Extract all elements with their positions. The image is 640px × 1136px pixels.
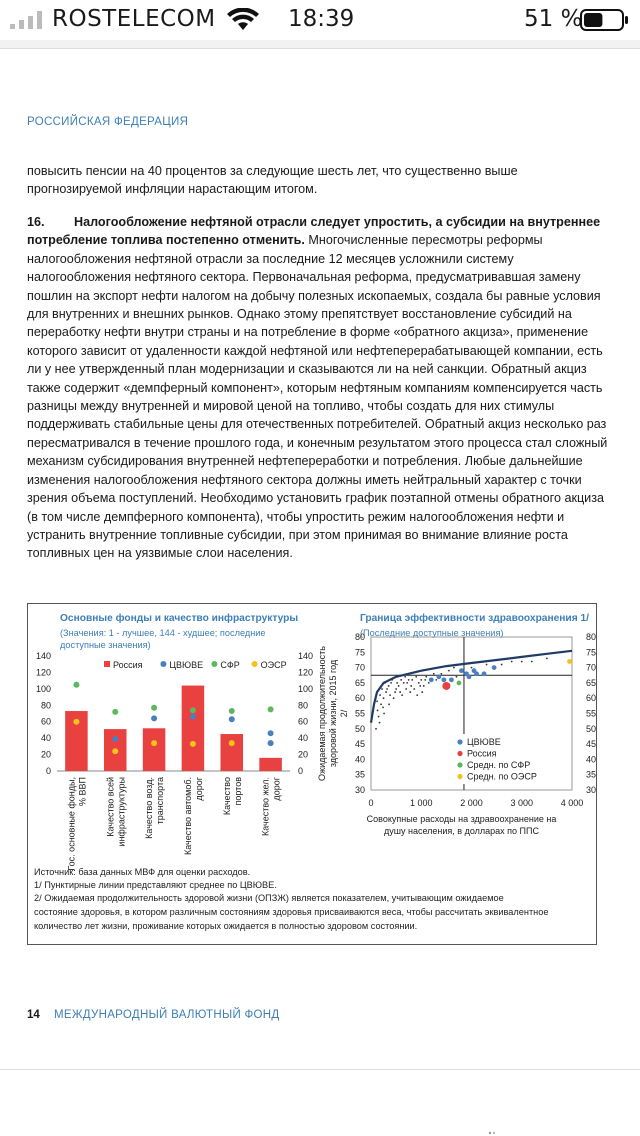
scatter-point (413, 688, 415, 690)
scatter-point (567, 659, 572, 664)
scatter-ytick-right: 65 (586, 677, 597, 688)
scatter-point (399, 691, 401, 693)
bar-legend-swatch (252, 661, 258, 667)
scatter-point (386, 688, 388, 690)
bar-chart-dot (151, 740, 157, 746)
bar-chart-ytick-left: 20 (40, 749, 51, 760)
scatter-point (377, 710, 379, 712)
scatter-ytick-right: 60 (586, 693, 597, 704)
scatter-ytick-right: 75 (586, 647, 597, 658)
bar-chart-category-label: Качество всейинфраструктуры (105, 777, 127, 847)
bar-chart-dot (268, 706, 274, 712)
bar-chart-dot (151, 705, 157, 711)
bar-legend-swatch (211, 661, 217, 667)
scatter-ytick-right: 80 (586, 632, 597, 642)
scatter-ytick-left: 65 (354, 677, 365, 688)
scatter-ytick-right: 70 (586, 662, 597, 673)
bar-legend-swatch (160, 661, 166, 667)
bar-chart-dot (190, 714, 196, 720)
scatter-legend-label: ЦВЮВЕ (467, 737, 501, 747)
scatter-point (405, 688, 407, 690)
scatter-point (429, 677, 434, 682)
bar-chart-ytick-right: 20 (298, 749, 309, 760)
scatter-point (395, 688, 397, 690)
scatter-ytick-right: 30 (586, 785, 597, 795)
bar-chart-bar (220, 734, 243, 771)
scatter-ytick-left: 40 (354, 754, 365, 765)
scatter-point (388, 685, 390, 687)
scatter-point (375, 728, 377, 730)
scatter-point (433, 673, 435, 675)
scatter-point (418, 682, 420, 684)
scatter-point (382, 706, 384, 708)
scatter-point (441, 677, 446, 682)
scatter-point (383, 697, 385, 699)
scatter-ytick-left: 35 (354, 769, 365, 780)
bar-chart-ytick-left: 60 (40, 716, 51, 727)
scatter-point (400, 679, 402, 681)
scatter-chart-title: Граница эффективности здравоохранения 1/ (360, 613, 589, 624)
bar-chart-ytick-right: 140 (298, 651, 314, 661)
bar-chart-dot (112, 748, 118, 754)
bar-legend-swatch (104, 661, 110, 667)
bar-legend-label: ЦВЮВЕ (169, 660, 204, 670)
bar-chart-dot (190, 707, 196, 713)
scatter-point (401, 694, 403, 696)
bar-chart-ytick-right: 60 (298, 716, 309, 727)
scatter-ytick-left: 80 (354, 632, 365, 642)
scatter-ytick-right: 35 (586, 769, 597, 780)
scatter-legend-swatch (457, 739, 462, 744)
scatter-xtick: 1 000 (409, 798, 433, 808)
scatter-point (379, 694, 381, 696)
scatter-point (393, 697, 395, 699)
scatter-point (482, 671, 487, 676)
scatter-point (394, 691, 396, 693)
bar-chart-dot (112, 736, 118, 742)
scatter-point (474, 671, 479, 676)
scatter-point (424, 679, 426, 681)
bar-chart-ytick-left: 40 (40, 733, 51, 744)
scatter-ytick-left: 30 (354, 785, 365, 795)
scatter-ytick-left: 45 (354, 739, 365, 750)
scatter-point (380, 703, 382, 705)
scatter-legend-label: Россия (467, 748, 497, 759)
scatter-point (378, 716, 380, 718)
bar-chart-category-label: Гос. основные фонды,% ВВП (66, 777, 88, 871)
bar-chart-ytick-left: 120 (35, 667, 51, 678)
bar-legend-label: ОЭСР (260, 660, 287, 670)
bar-chart-category-label: Качество автомоб.дорог (182, 777, 204, 856)
paragraph-body: Многочисленные пересмотры реформы налогообложения нефтяной отрасли за последние 12 месяцев усложнили систему налогообложения нефтяного сектора. Первоначальная реформа, предусматривавшая замену пошлин на экспорт нефти налогом на добычу полезных ископаемых, создала бы равные условия для внутренних и внешних рынков. Однако этому препятствует восстановление субсидий на переработку нефти внутри страны и на потребление в форме «обратного акциза», применение которого зависит от удаленности каждой нефтяной или нефтеперерабатывающей компании, есть ли у нее утвержденный план модернизации и сказываются ли на ней санкции. Обратный акциз также содержит «демпферный компонент», которым нефтяным компаниям компенсируется часть разницы между внутренней и мировой ценой на топливо, чтобы создать для них стимулы поддерживать стабильные цены для отечественных потребителей. Обратный акциз несколько раз пересматривался в течение прошлого года, и конечным результатом этого процесса стал сложный механизм субсидирования внутренней нефтепереработки и потребления. Любые дальнейшие изменения налогообложения нефтяного сектора должны иметь нейтральный характер с точки зрения объема поступлений. Необходимо установить график поэтапной отмены обратного акциза (в том числе демпферного компонента), чтобы упростить режим налогообложения нефти и устранить внутренние топливные субсидии, при этом принимая во внимание влияние роста топливных цен на уязвимые слои населения. (27, 233, 608, 561)
bar-chart-ytick-right: 100 (298, 683, 314, 694)
scatter-point (388, 703, 390, 705)
bar-chart-title: Основные фонды и качество инфраструктуры (60, 613, 299, 624)
figure-note-2-cont: состояние здоровья, в котором различным состояниям здоровья присваиваются веса, чтобы рассчитать эквивалентное количество лет жизни, проживание которых ожидается в полностью здоровом состоянии. (34, 907, 549, 931)
scatter-point (471, 667, 473, 669)
figure-note-1: 1/ Пунктирные линии представляют среднее по ЦВЮВЕ. (34, 880, 277, 890)
scatter-point (546, 658, 548, 660)
scatter-point (521, 661, 523, 663)
scatter-point (531, 661, 533, 663)
bar-chart-ytick-right: 0 (298, 766, 304, 776)
scatter-legend-swatch (457, 762, 462, 767)
scatter-xtick: 0 (368, 798, 374, 808)
figure-note-source: Источник: база данных МВФ для оценки расходов. (34, 867, 251, 877)
scatter-x-axis-label: Совокупные расходы на здравоохранение на душу населения, в долларах по ППС (366, 814, 557, 836)
scatter-point (408, 679, 410, 681)
bar-chart-dot (229, 740, 235, 746)
scatter-point (436, 674, 441, 679)
bar-chart-ytick-right: 120 (298, 667, 314, 678)
scatter-point (492, 665, 497, 670)
scatter-ytick-right: 45 (586, 739, 597, 750)
bar-chart-category-label: Качество возд.транспорта (144, 777, 166, 839)
scatter-point (381, 688, 383, 690)
clock: 18:39 (288, 6, 355, 32)
paragraph-heading: Налогообложение нефтяной отрасли следует упростить, а субсидии на внутреннее потребление топлива постепенно отменить. (27, 215, 601, 248)
scatter-point (420, 679, 422, 681)
bar-chart-ytick-right: 80 (298, 700, 309, 711)
scatter-point (376, 700, 378, 702)
scatter-point (423, 685, 425, 687)
scatter-y-axis-label: Ожидаемая продолжительностьздоровой жизни, 2015 год2/ (317, 646, 349, 781)
efficiency-frontier-curve (371, 651, 572, 723)
scatter-point (467, 674, 472, 679)
scatter-point (419, 685, 421, 687)
bar-chart-dot (112, 709, 118, 715)
scatter-point (449, 677, 454, 682)
bar-legend-label: Россия (113, 660, 143, 670)
scatter-ytick-left: 50 (354, 723, 365, 734)
scatter-point (398, 685, 400, 687)
scatter-point (410, 685, 412, 687)
scatter-ytick-left: 55 (354, 708, 365, 719)
scatter-legend-label: Средн. по СФР (467, 760, 531, 770)
scatter-point (421, 691, 423, 693)
scatter-point (415, 676, 417, 678)
scatter-legend-swatch (457, 774, 462, 779)
scatter-legend-label: Средн. по ОЭСР (467, 771, 537, 782)
scatter-legend-swatch (457, 751, 462, 756)
bar-chart-category-label: Качество жел.дорог (260, 777, 282, 837)
scatter-point (416, 694, 418, 696)
scatter-point (389, 694, 391, 696)
scatter-ytick-left: 60 (354, 693, 365, 704)
bar-chart-bar (143, 728, 166, 771)
scatter-ytick-right: 55 (586, 708, 597, 719)
scatter-point (456, 676, 458, 678)
bar-chart-bar (259, 758, 282, 771)
scatter-xtick: 4 000 (560, 798, 584, 808)
scatter-ytick-right: 40 (586, 754, 597, 765)
scatter-point (406, 682, 408, 684)
battery-percent: 51 % (524, 6, 583, 32)
bar-chart-ytick-left: 80 (40, 700, 51, 711)
bar-chart-ytick-left: 140 (35, 651, 51, 661)
scatter-point (383, 713, 385, 715)
scatter-point (425, 676, 427, 678)
scatter-point (501, 664, 503, 666)
scatter-point (411, 679, 413, 681)
scatter-point (440, 673, 442, 675)
scatter-point (379, 722, 381, 724)
scatter-point (459, 668, 464, 673)
scatter-chart-subtitle: (Последние доступные значения) (360, 628, 504, 638)
scatter-ytick-left: 75 (354, 647, 365, 658)
scatter-point (442, 682, 450, 690)
figure-note-2: 2/ Ожидаемая продолжительность здоровой жизни (ОПЗЖ) является показателем, учитывающим ожидаемое (34, 893, 504, 903)
bar-chart-ytick-left: 0 (45, 766, 51, 776)
scatter-point (435, 679, 437, 681)
scatter-point (396, 682, 398, 684)
bar-chart-dot (73, 682, 79, 688)
scatter-point (457, 681, 462, 686)
scatter-point (448, 670, 450, 672)
scatter-point (384, 682, 386, 684)
bar-chart-dot (151, 715, 157, 721)
bar-chart-subtitle: (Значения: 1 - лучшее, 144 - худшее; последние доступные значения) (60, 628, 266, 650)
bar-chart-category-label: Качествопортов (221, 777, 243, 816)
bar-chart-ytick-right: 40 (298, 733, 309, 744)
scatter-point (453, 667, 455, 669)
paragraph-number: 16. (27, 215, 45, 229)
bar-chart-dot (268, 740, 274, 746)
running-head: РОССИЙСКАЯ ФЕДЕРАЦИЯ (27, 116, 189, 128)
loading-spinner-icon (487, 1130, 497, 1136)
scatter-point (390, 682, 392, 684)
scatter-point (486, 664, 488, 666)
scatter-point (511, 661, 513, 663)
bar-chart-dot (190, 741, 196, 747)
bar-chart-bar (182, 686, 205, 771)
scatter-point (404, 676, 406, 678)
intro-paragraph: повысить пенсии на 40 процентов за следующие шесть лет, что существенно выше прогнозируемой инфляции нарастающим итогом. (27, 164, 518, 197)
bar-legend-label: СФР (220, 660, 240, 670)
bottom-blank-area (0, 1070, 640, 1136)
bar-chart-dot (229, 716, 235, 722)
scatter-point (385, 691, 387, 693)
footer-organization: МЕЖДУНАРОДНЫЙ ВАЛЮТНЫЙ ФОНД (54, 1009, 280, 1021)
bar-chart-dot (73, 719, 79, 725)
scatter-point (409, 691, 411, 693)
bar-chart-ytick-left: 100 (35, 683, 51, 694)
scatter-ytick-left: 70 (354, 662, 365, 673)
scatter-xtick: 3 000 (510, 798, 534, 808)
page-number: 14 (27, 1009, 40, 1021)
scatter-point (403, 682, 405, 684)
bar-chart-dot (268, 730, 274, 736)
scatter-ytick-right: 50 (586, 723, 597, 734)
scatter-point (428, 682, 430, 684)
scatter-xtick: 2 000 (460, 798, 483, 808)
scatter-point (391, 679, 393, 681)
carrier-name: ROSTELECOM (52, 6, 216, 32)
bar-chart-dot (229, 708, 235, 714)
